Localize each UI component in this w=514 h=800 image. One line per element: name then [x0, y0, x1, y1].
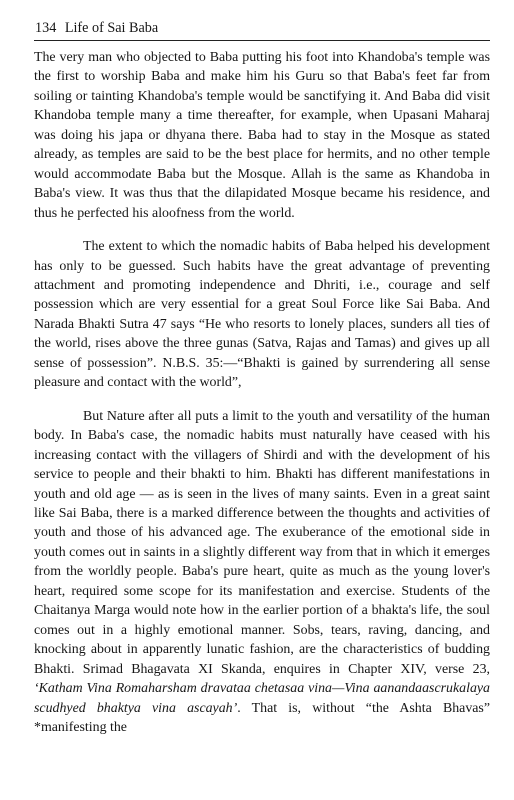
sanskrit-quote: ‘Katham Vina Romaharsham dravataa chetasaa vina—Vina aanandaascrukalaya scudhyed bhaktya vina ascayah’: [34, 681, 490, 716]
paragraph-text: The very man who objected to Baba putting his foot into Khandoba's temple was the first to worship Baba and make him his Guru so that Baba's feet far from soiling or tainting Khandoba's temple would be sanctifying it. And Baba did visit Khandoba temple many a time thereafter, for example, when Upasani Maharaj was doing his japa or dhyana there. Baba had to stay in the Mosque as stated already, as temples are said to be the best place for hermits, and no other temple would accommodate Baba but the Mosque. Allah is the same as Khandoba in Baba's view. It was thus that the dilapidated Mosque became his residence, and thus he perfected his aloofness from the world.: [34, 50, 490, 221]
paragraph-3: [34, 407, 490, 738]
paragraph-text: But Nature after all puts a limit to the youth and versatility of the human body. In Baba's case, the nomadic habits must naturally have ceased with his increasing contact with the villagers of Shirdi and with the development of his service to people and their bhakti to him. Bhakti has different manifestations in youth and old age — as is seen in the lives of many saints. Even in a great saint like Sai Baba, there is a marked difference between the thoughts and activities of youth and those of his advanced age. The exuberance of the emotional side in youth comes out in saints in a slightly different way from that in which it emerges from the worldly people. Baba's pure heart, quite as much as the young lover's heart, required some scope for its manifestation and exercise. Students of the Chaitanya Marga would note how in the earlier portion of a bhakta's life, the soul comes out in a highly emotional manner. Sobs, tears, raving, dancing, and knocking about in apparently lunatic fashion, are the characteristics of budding Bhakti. Srimad Bhagavata XI Skanda, enquires in Chapter XIV, verse 23,: [34, 408, 490, 677]
paragraph-text: The extent to which the nomadic habits of Baba helped his development has only to be guessed. Such habits have the great advantage of preventing attachment and promoting independence and Dhriti, i.e., courage and self possession which are very essential for a great Soul Force like Sai Baba. And Narada Bhakti Sutra 47 says “He who resorts to lonely places, sunders all ties of the world, rises above the three gunas (Satva, Rajas and Tamas) and gives up all sense of possession”. N.B.S. 35:—“Bhakti is gained by surrendering all sense pleasure and contact with the world”,: [34, 239, 490, 391]
paragraph-text-end: . That is, without “the Ashta Bhavas” *manifesting the: [34, 700, 490, 735]
paragraph-1: [34, 48, 490, 223]
paragraph-2: [34, 237, 490, 393]
book-title: Life of Sai Baba: [64, 20, 159, 36]
page-number: 134: [35, 20, 57, 36]
page-header: [35, 20, 490, 36]
page-body: [34, 48, 490, 737]
header-rule: [34, 40, 490, 41]
